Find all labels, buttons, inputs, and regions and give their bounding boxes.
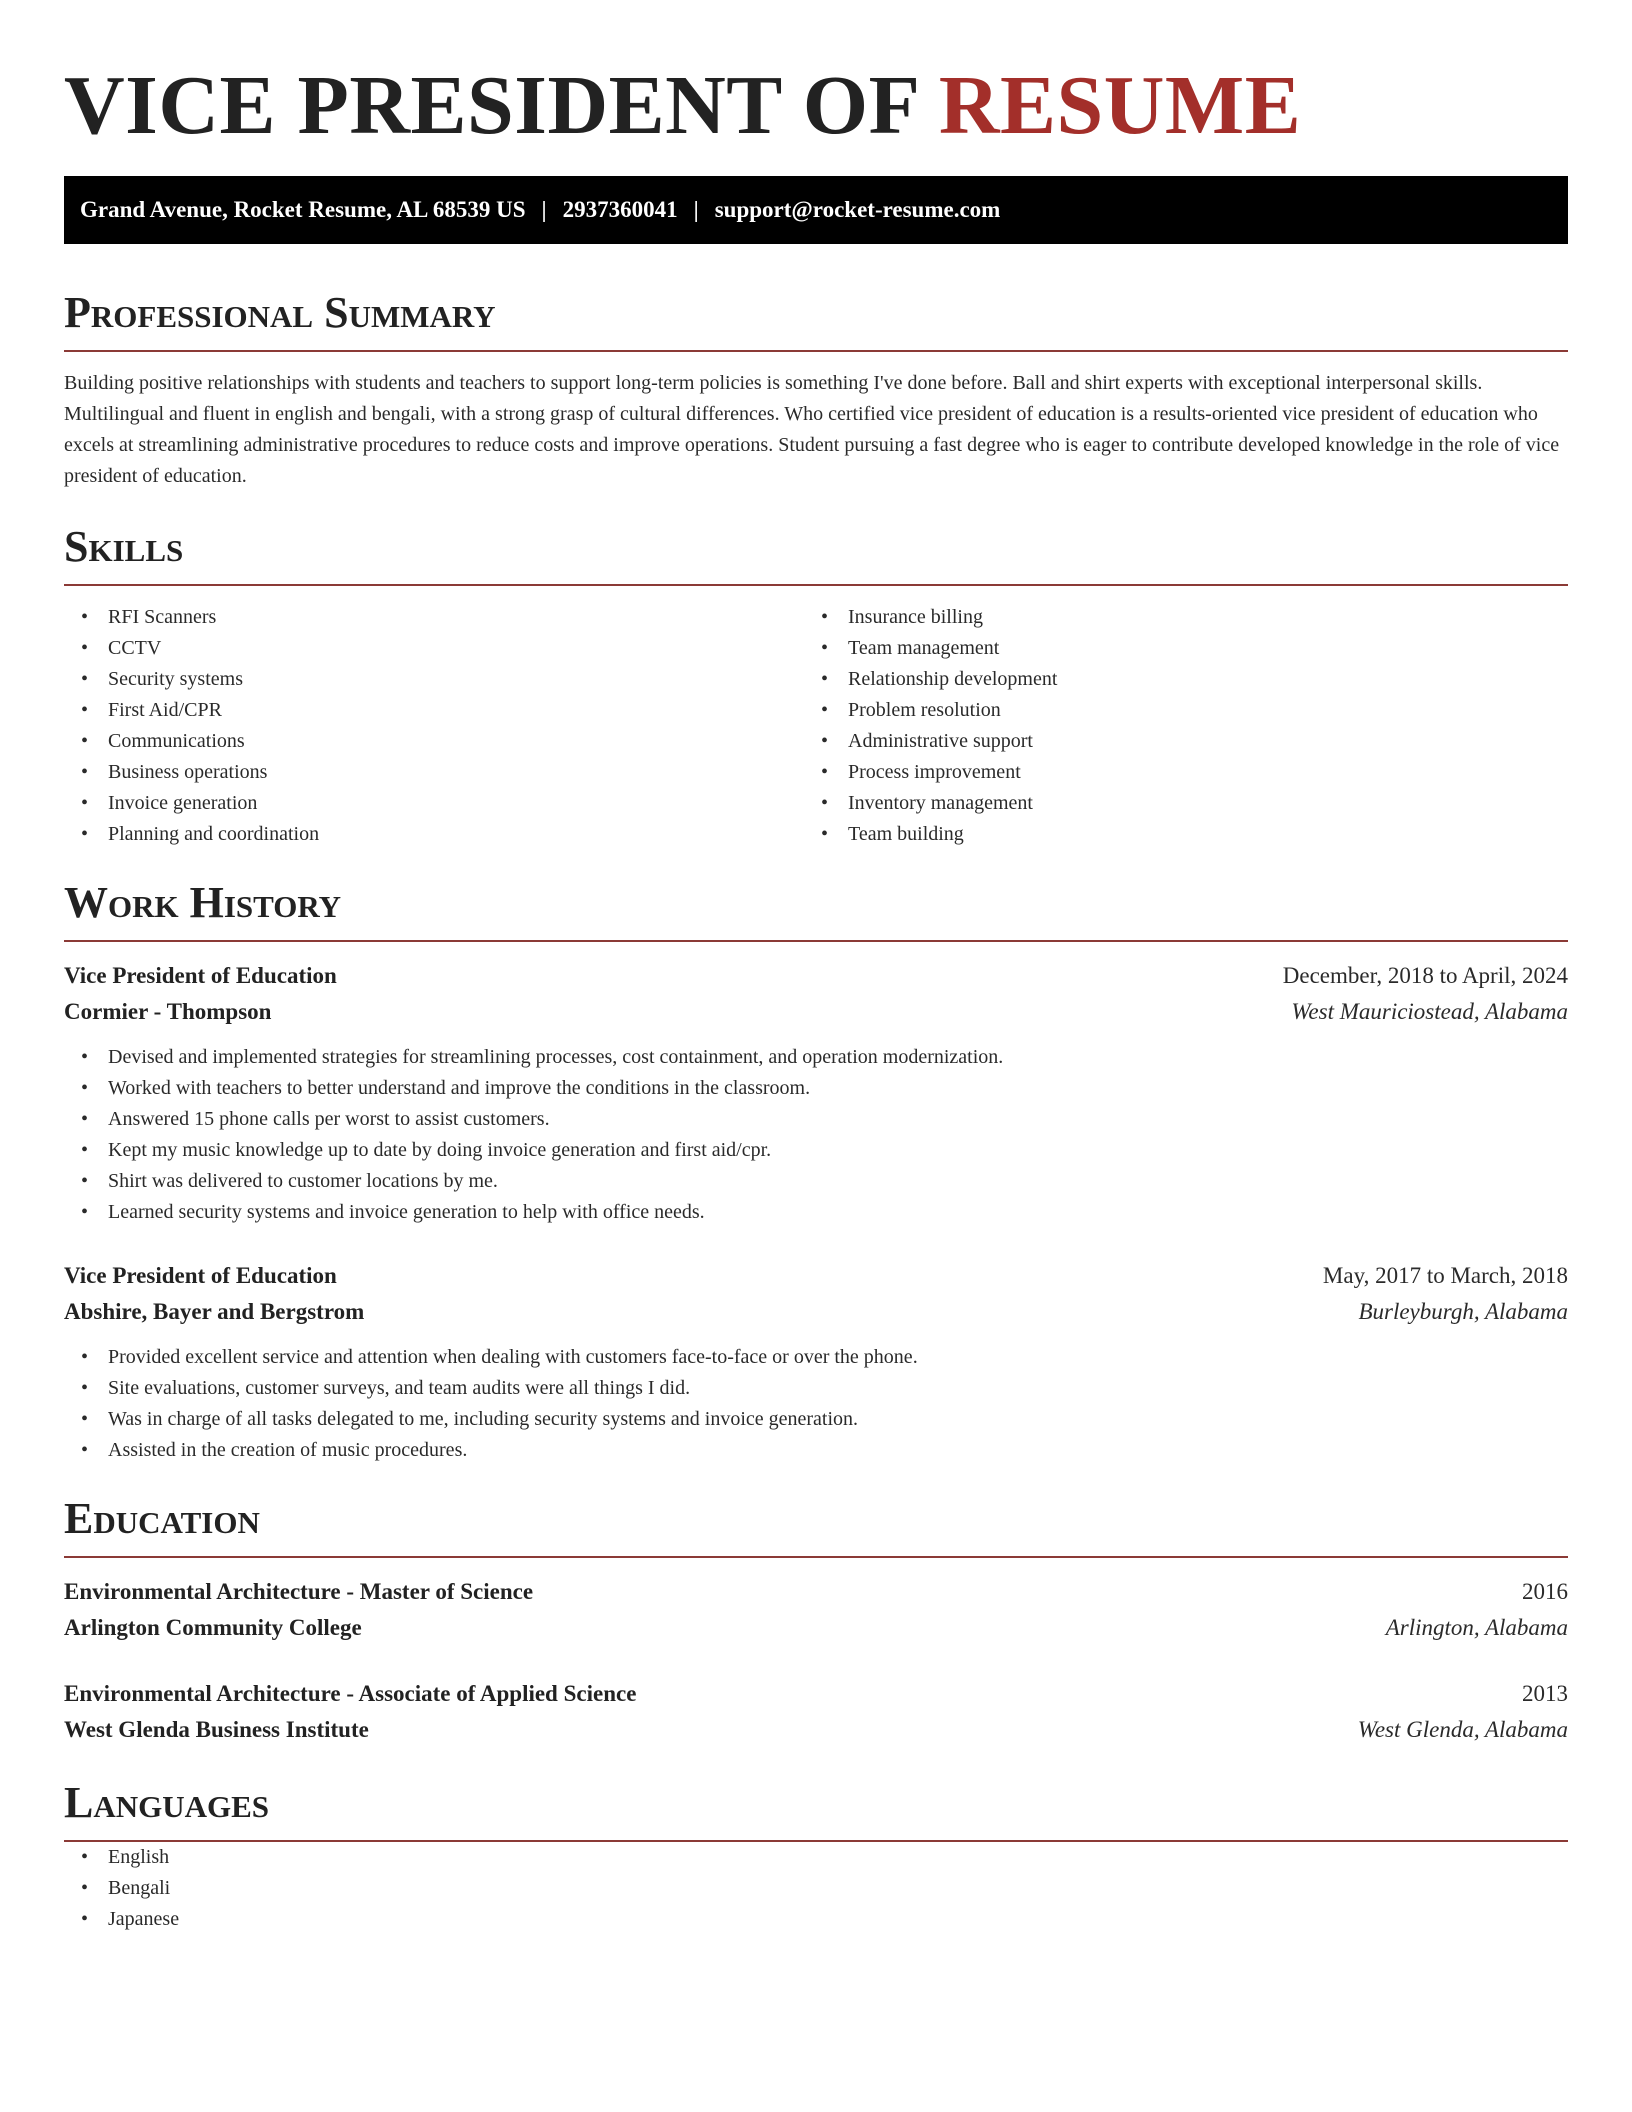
- job-duty: • Answered 15 phone calls per worst to assist customers.: [64, 1104, 1568, 1135]
- education-degree-row: [64, 1676, 1568, 1712]
- job-company-row: [64, 1294, 1568, 1330]
- summary-section: [64, 288, 1568, 492]
- contact-email: support@rocket-resume.com: [714, 197, 1001, 222]
- summary-text: Building positive relationships with students and teachers to support long-term policies is something I've done before. Ball and shirt experts with exceptional interpersonal skills. Multilingual and fluent in english and bengali, with a strong grasp of cultural differences. Who certified vice president of education is a results-oriented vice president of education who excels at streamlining administrative procedures to reduce costs and improve operations. Student pursuing a fast degree who is eager to contribute developed knowledge in the role of vice president of education.: [64, 372, 1560, 487]
- education-year: 2016: [1522, 1579, 1568, 1604]
- work-heading: Work History: [64, 878, 1568, 942]
- language-item: • English: [64, 1842, 1568, 1873]
- education-location: Arlington, Alabama: [1385, 1615, 1568, 1640]
- job-duty: • Learned security systems and invoice generation to help with office needs.: [64, 1197, 1568, 1228]
- language-item: • Japanese: [64, 1904, 1568, 1935]
- education-entry: [64, 1574, 1568, 1646]
- resume-title: [64, 56, 1568, 156]
- job-location: Burleyburgh, Alabama: [1358, 1299, 1568, 1324]
- job-duty: • Was in charge of all tasks delegated to me, including security systems and invoice generation.: [64, 1404, 1568, 1435]
- education-year: 2013: [1522, 1681, 1568, 1706]
- job-company: Cormier - Thompson: [64, 999, 272, 1024]
- education-school-row: [64, 1712, 1568, 1748]
- skills-grid: [64, 602, 1568, 850]
- job-title-row: [64, 1258, 1568, 1294]
- job-duties: [64, 1042, 1568, 1228]
- skill-item: • Invoice generation: [64, 788, 804, 819]
- education-school-row: [64, 1610, 1568, 1646]
- skills-section: [64, 522, 1568, 850]
- skills-heading: Skills: [64, 522, 1568, 586]
- job-duty: • Assisted in the creation of music procedures.: [64, 1435, 1568, 1466]
- education-heading: Education: [64, 1494, 1568, 1558]
- job-entry: [64, 1258, 1568, 1466]
- job-duty: • Provided excellent service and attention when dealing with customers face-to-face or over the phone.: [64, 1342, 1568, 1373]
- education-degree: Environmental Architecture - Associate of Applied Science: [64, 1681, 637, 1706]
- skill-item: • Team building: [804, 819, 1544, 850]
- education-entry: [64, 1676, 1568, 1748]
- languages-section: [64, 1778, 1568, 1935]
- title-accent: RESUME: [938, 59, 1302, 152]
- skill-item: • Communications: [64, 726, 804, 757]
- job-company: Abshire, Bayer and Bergstrom: [64, 1299, 365, 1324]
- job-title: Vice President of Education: [64, 963, 337, 988]
- education-degree: Environmental Architecture - Master of Science: [64, 1579, 534, 1604]
- education-school: West Glenda Business Institute: [64, 1717, 369, 1742]
- skill-item: • Team management: [804, 633, 1544, 664]
- skill-item: • RFI Scanners: [64, 602, 804, 633]
- languages-list: [64, 1842, 1568, 1935]
- education-section: [64, 1494, 1568, 1748]
- work-section: [64, 878, 1568, 1466]
- job-duty: • Worked with teachers to better understand and improve the conditions in the classroom.: [64, 1073, 1568, 1104]
- skills-list-right: [804, 602, 1544, 850]
- language-item: • Bengali: [64, 1873, 1568, 1904]
- skill-item: • Security systems: [64, 664, 804, 695]
- contact-separator: |: [541, 197, 547, 222]
- skill-item: • Inventory management: [804, 788, 1544, 819]
- summary-heading: Professional Summary: [64, 288, 1568, 352]
- job-duties: [64, 1342, 1568, 1466]
- job-duty: • Kept my music knowledge up to date by doing invoice generation and first aid/cpr.: [64, 1135, 1568, 1166]
- skill-item: • CCTV: [64, 633, 804, 664]
- contact-bar: [64, 176, 1568, 244]
- skill-item: • Business operations: [64, 757, 804, 788]
- job-duty: • Devised and implemented strategies for streamlining processes, cost containment, and operation modernization.: [64, 1042, 1568, 1073]
- job-duty: • Shirt was delivered to customer locations by me.: [64, 1166, 1568, 1197]
- job-title-row: [64, 958, 1568, 994]
- job-dates: December, 2018 to April, 2024: [1282, 963, 1568, 988]
- skill-item: • First Aid/CPR: [64, 695, 804, 726]
- job-title: Vice President of Education: [64, 1263, 337, 1288]
- education-location: West Glenda, Alabama: [1357, 1717, 1568, 1742]
- education-school: Arlington Community College: [64, 1615, 362, 1640]
- skill-item: • Problem resolution: [804, 695, 1544, 726]
- contact-separator: |: [693, 197, 699, 222]
- job-entry: [64, 958, 1568, 1228]
- contact-phone: 2937360041: [562, 197, 678, 222]
- skill-item: • Administrative support: [804, 726, 1544, 757]
- skill-item: • Planning and coordination: [64, 819, 804, 850]
- skill-item: • Insurance billing: [804, 602, 1544, 633]
- contact-address: Grand Avenue, Rocket Resume, AL 68539 US: [80, 197, 526, 222]
- job-company-row: [64, 994, 1568, 1030]
- title-main: VICE PRESIDENT OF: [64, 59, 918, 152]
- job-dates: May, 2017 to March, 2018: [1322, 1263, 1568, 1288]
- education-degree-row: [64, 1574, 1568, 1610]
- skill-item: • Relationship development: [804, 664, 1544, 695]
- job-duty: • Site evaluations, customer surveys, and team audits were all things I did.: [64, 1373, 1568, 1404]
- job-location: West Mauriciostead, Alabama: [1291, 999, 1568, 1024]
- languages-heading: Languages: [64, 1778, 1568, 1842]
- skills-list-left: [64, 602, 804, 850]
- skill-item: • Process improvement: [804, 757, 1544, 788]
